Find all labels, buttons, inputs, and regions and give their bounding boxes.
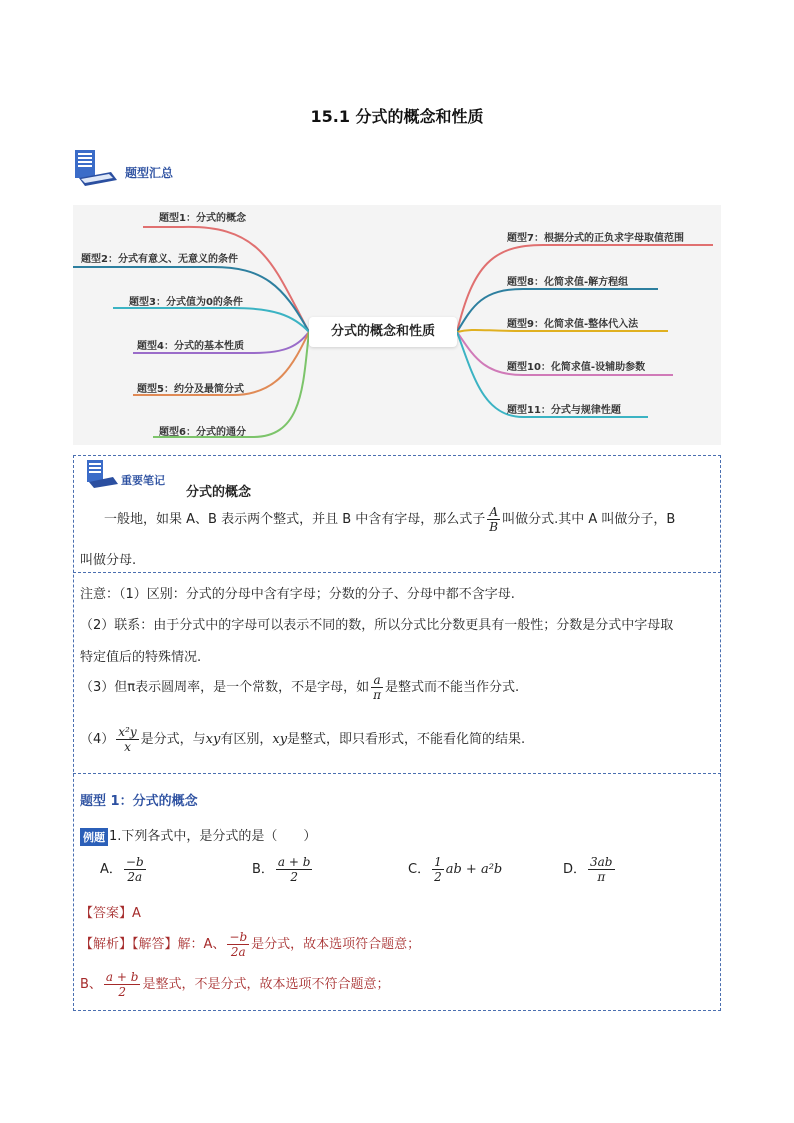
section-label: 题型汇总 [125,166,174,180]
mindmap-node-6: 题型6：分式的通分 [159,427,246,438]
option-c[interactable]: C． $\frac{1}{2}$ ab + a²b [408,855,503,884]
option-d[interactable]: D． $\frac{3ab}{\pi}$ [563,855,613,884]
books-icon [73,148,117,188]
analysis-a: 【解析】【解答】解：A、 $\frac{-b}{2a}$ 是分式，故本选项符合题意； [80,930,421,959]
fraction: $\frac{\text{x²y}}{x}$ [118,725,137,754]
mindmap-center: 分式的概念和性质 [309,317,457,347]
fraction: $\frac{A}{B}$ [489,505,499,534]
analysis-b: B、 $\frac{a + b}{2}$ 是整式，不是分式，故本选项不符合题意； [80,970,390,999]
note-tag: 重要笔记 [121,474,165,487]
note-4: （4） $\frac{\text{x²y}}{x}$ 是分式，与xy有区别，xy是整式，即只看形式，不能看化简的结果. [80,725,526,754]
books-icon [85,458,119,488]
note-header [85,458,285,500]
mindmap-node-8: 题型8：化简求值-解方程组 [507,277,629,288]
mindmap-node-7: 题型7：根据分式的正负求字母取值范围 [507,233,684,244]
question-type-title: 题型 1：分式的概念 [80,794,198,809]
note-3: （3）但π表示圆周率，是一个常数，不是字母，如 $\frac{a}{\pi}$ 是整式而不能当作分式. [80,673,520,702]
example-badge: 例题 [80,828,108,846]
mindmap-node-5: 题型5：约分及最简分式 [137,384,244,395]
mindmap-node-11: 题型11：分式与规律性题 [507,405,621,416]
option-a[interactable]: A． $\frac{-b}{2a}$ [100,855,144,884]
mindmap-node-10: 题型10：化简求值-设辅助参数 [507,362,646,373]
divider [73,572,721,573]
mindmap-node-3: 题型3：分式值为0的条件 [129,297,243,308]
fraction: $\frac{a}{\pi}$ [373,673,381,702]
answer: 【答案】A [80,906,141,921]
section-header [73,148,193,188]
mind-map [73,205,721,445]
mindmap-node-2: 题型2：分式有意义、无意义的条件 [81,254,238,265]
option-b[interactable]: B． $\frac{a + b}{2}$ [252,855,311,884]
note-2a: （2）联系：由于分式中的字母可以表示不同的数，所以分式比分数更具有一般性；分数是分式中字母取 [80,618,674,633]
page-title: 15.1 分式的概念和性质 [310,107,484,126]
mindmap-node-4: 题型4：分式的基本性质 [137,341,244,352]
definition-line-1: 一般地，如果 A、B 表示两个整式，并且 B 中含有字母，那么式子 $\frac{A}{B}$ 叫做分式.其中 A 叫做分子，B [104,505,676,534]
note-1: 注意：（1）区别：分式的分母中含有字母；分数的分子、分母中都不含字母. [80,587,515,602]
note-2b: 特定值后的特殊情况. [80,650,202,665]
divider [73,773,721,774]
note-name: 分式的概念 [186,485,252,500]
question-stem: 例题 1.下列各式中，是分式的是（ ） [80,825,316,846]
definition-line-2: 叫做分母. [80,553,137,568]
mindmap-node-1: 题型1：分式的概念 [159,213,246,224]
mindmap-node-9: 题型9：化简求值-整体代入法 [507,319,639,330]
